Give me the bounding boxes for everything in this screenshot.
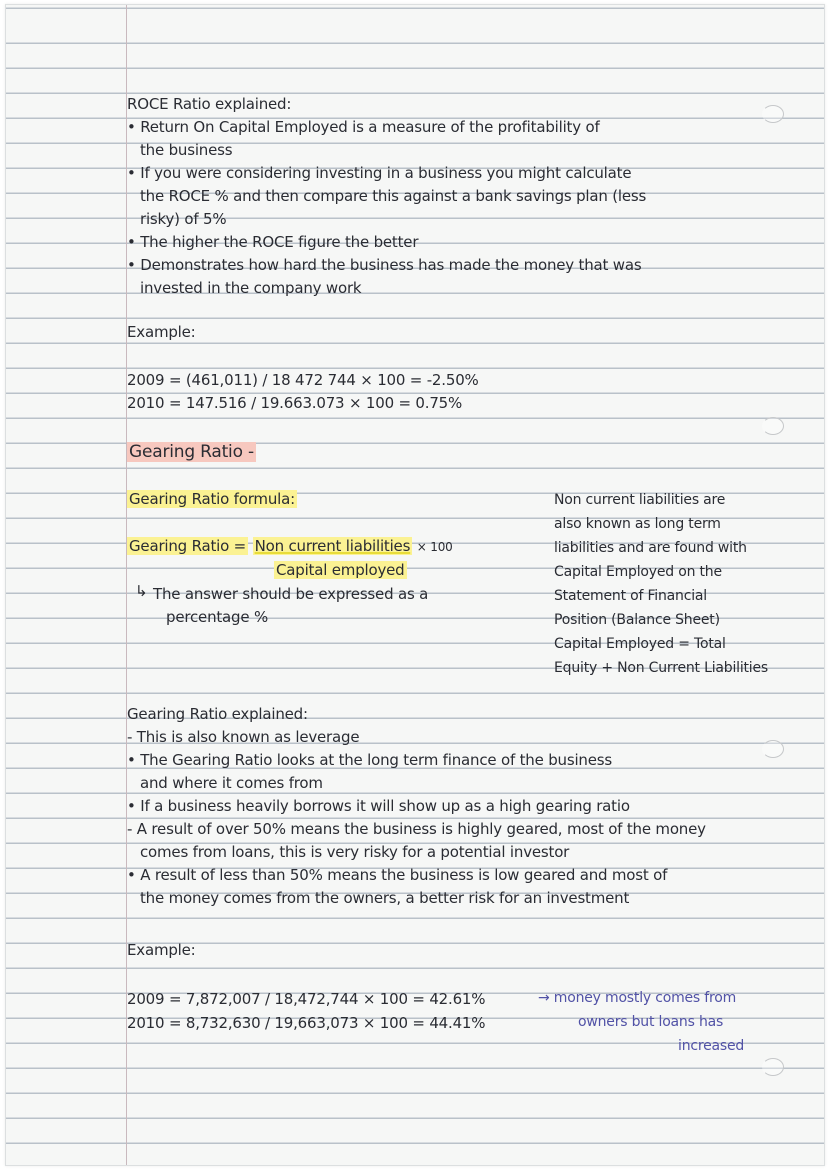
gearing-bullet: comes from loans, this is very risky for a potential investor [140, 843, 570, 861]
gearing-formula-label: Gearing Ratio formula: [129, 490, 295, 508]
roce-bullet: • The higher the ROCE figure the better [127, 233, 419, 251]
gearing-side-note: Non current liabilities are [554, 492, 726, 508]
gearing-answer-note: percentage % [166, 608, 269, 626]
gearing-formula-denominator: Capital employed [276, 561, 405, 579]
gearing-example-2010: 2010 = 8,732,630 / 19,663,073 × 100 = 44.41% [127, 1014, 486, 1032]
gearing-formula-multiplier: × 100 [416, 540, 453, 554]
gearing-answer-note: The answer should be expressed as a [153, 585, 429, 603]
roce-example-2010: 2010 = 147.516 / 19.663.073 × 100 = 0.75% [127, 394, 463, 412]
gearing-side-note: liabilities and are found with [554, 540, 747, 556]
gearing-bullet: - This is also known as leverage [127, 728, 360, 746]
punch-hole [762, 740, 784, 758]
gearing-example-label: Example: [127, 941, 196, 959]
gearing-side-note: Position (Balance Sheet) [554, 612, 720, 628]
roce-bullet: invested in the company work [140, 279, 362, 297]
gearing-formula-numerator-line [127, 537, 453, 555]
gearing-bullet: and where it comes from [140, 774, 323, 792]
gearing-formula-numerator: Non current liabilities [254, 537, 411, 555]
roce-bullet: the ROCE % and then compare this against a bank savings plan (less [140, 187, 647, 205]
gearing-bullet: - A result of over 50% means the business is highly geared, most of the money [127, 820, 706, 838]
lined-paper [5, 4, 825, 1166]
gearing-example-note: owners but loans has [578, 1014, 724, 1030]
gearing-side-note: also known as long term [554, 516, 721, 532]
gearing-side-note: Statement of Financial [554, 588, 707, 604]
gearing-bullet: • If a business heavily borrows it will show up as a high gearing ratio [127, 797, 630, 815]
roce-bullet: • Demonstrates how hard the business has made the money that was [127, 256, 642, 274]
gearing-example-note: increased [678, 1038, 745, 1054]
roce-heading: ROCE Ratio explained: [127, 95, 292, 113]
roce-example-2009: 2009 = (461,011) / 18 472 744 × 100 = -2.50% [127, 371, 479, 389]
gearing-title: Gearing Ratio - [129, 442, 254, 462]
roce-bullet: the business [140, 141, 233, 159]
roce-bullet: • If you were considering investing in a business you might calculate [127, 164, 632, 182]
gearing-side-note: Equity + Non Current Liabilities [554, 660, 769, 676]
roce-example-label: Example: [127, 323, 196, 341]
gearing-bullet: • A result of less than 50% means the business is low geared and most of [127, 866, 668, 884]
answer-arrow-icon: ↳ [135, 582, 148, 600]
punch-hole [762, 417, 784, 435]
gearing-example-note: → money mostly comes from [538, 990, 737, 1006]
gearing-side-note: Capital Employed = Total [554, 636, 726, 652]
roce-bullet: risky) of 5% [140, 210, 227, 228]
gearing-bullet: • The Gearing Ratio looks at the long term finance of the business [127, 751, 612, 769]
punch-hole [762, 105, 784, 123]
gearing-bullet: the money comes from the owners, a better risk for an investment [140, 889, 630, 907]
gearing-example-2009: 2009 = 7,872,007 / 18,472,744 × 100 = 42.61% [127, 990, 486, 1008]
roce-bullet: • Return On Capital Employed is a measure of the profitability of [127, 118, 600, 136]
gearing-explained-heading: Gearing Ratio explained: [127, 705, 308, 723]
gearing-formula-prefix: Gearing Ratio = [129, 537, 247, 555]
punch-hole [762, 1058, 784, 1076]
gearing-side-note: Capital Employed on the [554, 564, 722, 580]
